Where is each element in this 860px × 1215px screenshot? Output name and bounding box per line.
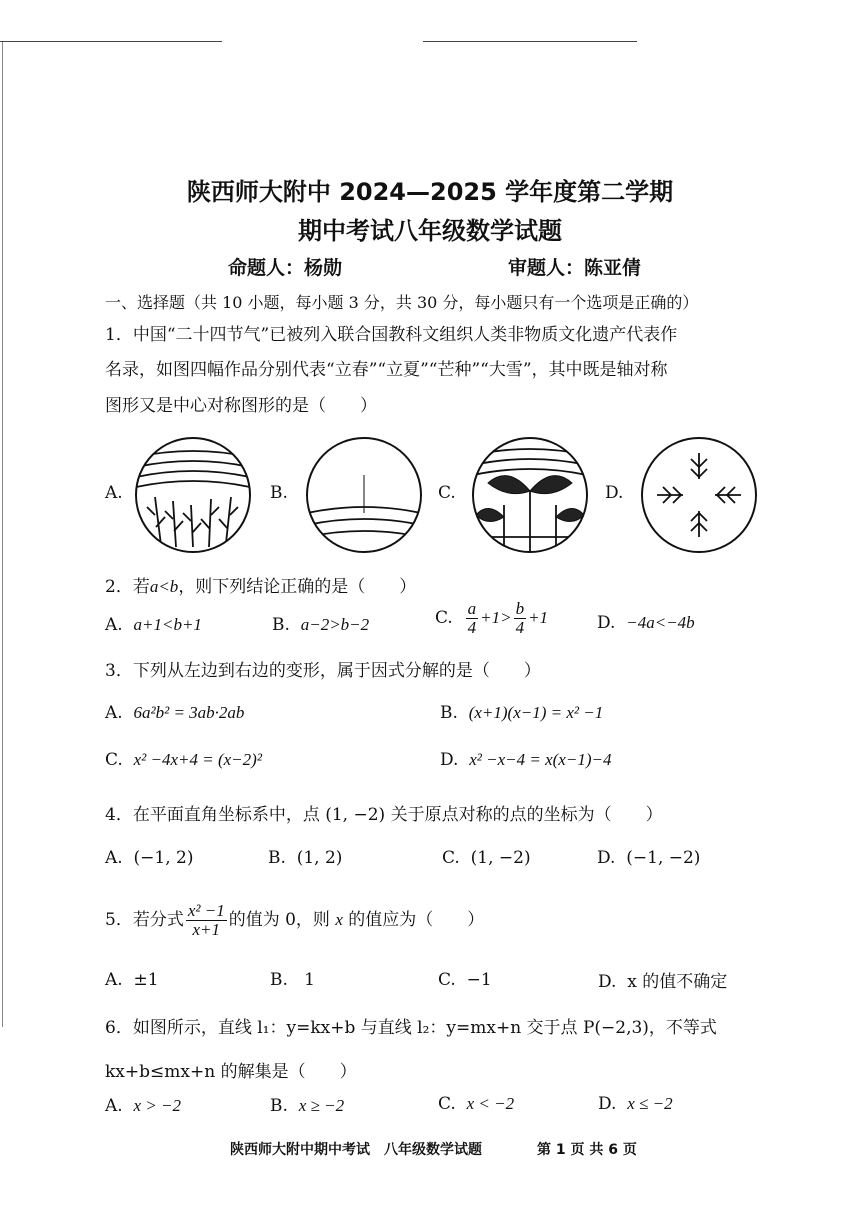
q1-line1: 1．中国“二十四节气”已被列入联合国教科文组织人类非物质文化遗产代表作 — [105, 325, 678, 345]
q1-line2: 名录，如图四幅作品分别代表“立春”“立夏”“芒种”“大雪”，其中既是轴对称 — [105, 360, 668, 380]
q3-option-a[interactable]: A. 6a²b² = 3ab·2ab — [105, 703, 245, 723]
solar-term-summer-image — [302, 435, 427, 555]
solar-term-spring-image — [131, 435, 256, 555]
q4-option-b[interactable]: B. (1, 2) — [268, 848, 343, 868]
q3-option-d[interactable]: D. x² −x−4 = x(x−1)−4 — [440, 750, 612, 770]
q2-stem: 2．若a<b，则下列结论正确的是（ ） — [105, 577, 417, 597]
q1-label-c: C. — [438, 483, 456, 503]
q1-line3: 图形又是中心对称图形的是（ ） — [105, 396, 377, 416]
q2-option-c[interactable]: C. $\frac{a}{4}$ +1> $\frac{b}{4}$ +1 — [435, 599, 549, 637]
footer-page-number: 第 1 页 共 6 页 — [537, 1142, 637, 1158]
q5-option-b[interactable]: B. 1 — [270, 970, 315, 990]
q2-option-a[interactable]: A. a+1<b+1 — [105, 615, 202, 635]
q3-option-b[interactable]: B. (x+1)(x−1) = x² −1 — [440, 703, 604, 723]
q1-label-d: D. — [605, 483, 624, 503]
q6-option-d[interactable]: D. x ≤ −2 — [598, 1094, 673, 1114]
exam-title: 陕西师大附中 2024—2025 学年度第二学期 — [186, 178, 674, 206]
q6-option-b[interactable]: B. x ≥ −2 — [270, 1096, 345, 1116]
q6-option-c[interactable]: C. x < −2 — [438, 1094, 515, 1114]
solar-term-snow-image — [637, 435, 762, 555]
q4-option-d[interactable]: D. (−1, −2) — [597, 848, 701, 868]
q3-option-c[interactable]: C. x² −4x+4 = (x−2)² — [105, 750, 262, 770]
q5-stem: 5．若分式 $\frac{\text{x² −1}}{x+1}$ 的值为 0，则 x 的值应为（ ） — [105, 901, 485, 939]
q1-label-a: A. — [105, 483, 123, 503]
q4-option-c[interactable]: C. (1, −2) — [442, 848, 531, 868]
reviewer: 审题人：陈亚倩 — [508, 257, 642, 279]
solar-term-grain-image — [468, 435, 593, 555]
q6-option-a[interactable]: A. x > −2 — [105, 1096, 181, 1116]
q6-line2: kx+b≤mx+n 的解集是（ ） — [105, 1062, 357, 1082]
footer-exam-name: 陕西师大附中期中考试 八年级数学试题 — [230, 1142, 482, 1158]
q5-option-c[interactable]: C. −1 — [438, 970, 492, 990]
q5-option-a[interactable]: A. ±1 — [105, 970, 159, 990]
q6-line1: 6．如图所示，直线 l₁：y=kx+b 与直线 l₂：y=mx+n 交于点 P(−2,3)，不等式 — [105, 1018, 717, 1038]
q1-label-b: B. — [270, 483, 288, 503]
q4-stem: 4．在平面直角坐标系中，点 (1, −2) 关于原点对称的点的坐标为（ ） — [105, 805, 663, 825]
top-rule-right — [423, 41, 637, 42]
section-heading: 一、选择题（共 10 小题，每小题 3 分，共 30 分，每小题只有一个选项是正确的） — [105, 293, 699, 312]
exam-subtitle: 期中考试八年级数学试题 — [298, 217, 562, 245]
q4-option-a[interactable]: A. (−1, 2) — [105, 848, 194, 868]
author: 命题人：杨勋 — [228, 257, 343, 279]
top-rule-left — [0, 41, 222, 42]
q2-option-b[interactable]: B. a−2>b−2 — [272, 615, 370, 635]
q2-option-d[interactable]: D. −4a<−4b — [597, 613, 695, 633]
q3-stem: 3．下列从左边到右边的变形，属于因式分解的是（ ） — [105, 661, 541, 681]
q5-option-d[interactable]: D. x 的值不确定 — [598, 972, 728, 992]
